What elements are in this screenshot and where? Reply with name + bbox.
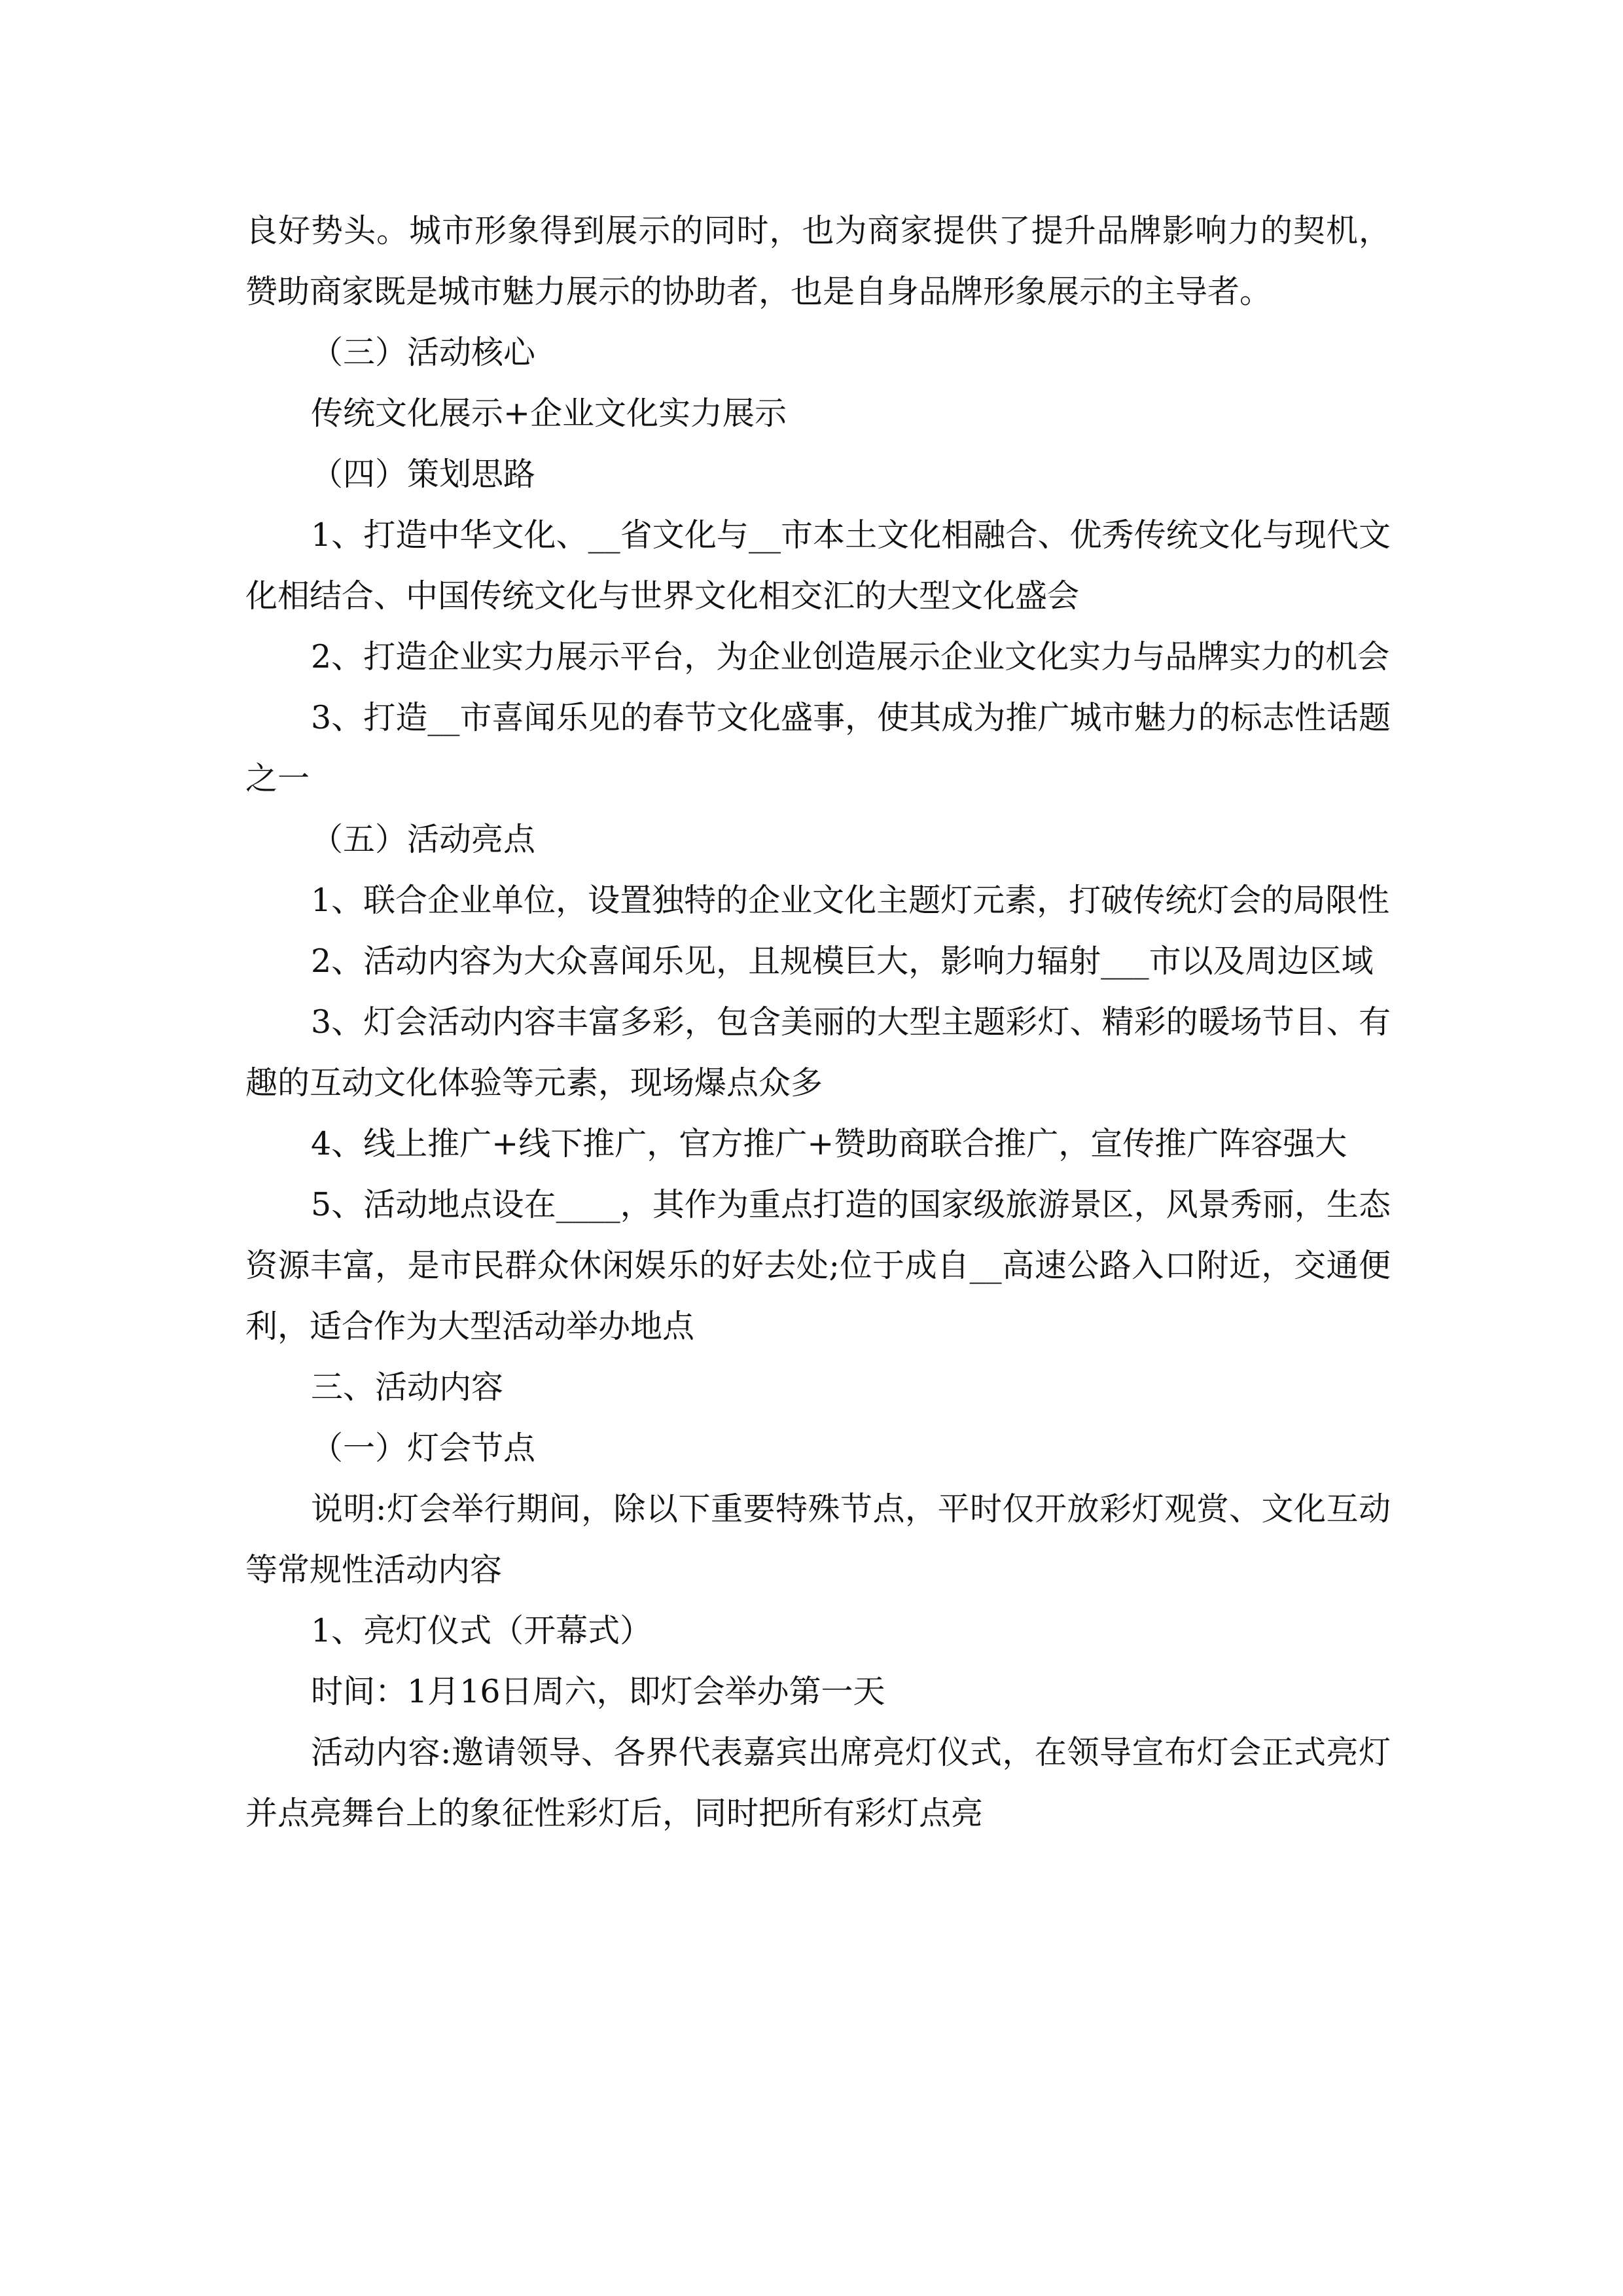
section-heading-highlights: （五）活动亮点 [311,821,536,858]
list-item-highlight-2: 2、活动内容为大众喜闻乐见，且规模巨大，影响力辐射___市以及周边区域 [311,942,1374,980]
section-heading-activity-content: 三、活动内容 [311,1369,504,1406]
list-item-highlight-4: 4、线上推广+线下推广，官方推广+赞助商联合推广，宣传推广阵容强大 [311,1125,1347,1162]
list-item-highlight-3: 3、灯会活动内容丰富多彩，包含美丽的大型主题彩灯、精彩的暖场节目、有趣的互动文化体验等元素，现场爆点众多 [245,1003,1391,1102]
list-item-planning-3: 3、打造__市喜闻乐见的春节文化盛事，使其成为推广城市魅力的标志性话题之一 [245,699,1391,797]
paragraph-note: 说明:灯会举行期间，除以下重要特殊节点，平时仅开放彩灯观赏、文化互动等常规性活动内容 [245,1490,1391,1588]
section-heading-lantern-milestones: （一）灯会节点 [311,1429,536,1467]
list-item-highlight-1: 1、联合企业单位，设置独特的企业文化主题灯元素，打破传统灯会的局限性 [311,882,1390,919]
document-body [245,200,1391,1844]
list-item-highlight-5: 5、活动地点设在____，其作为重点打造的国家级旅游景区，风景秀丽，生态资源丰富，是市民群众休闲娱乐的好去处;位于成自__高速公路入口附近，交通便利，适合作为大型活动举办地点 [245,1186,1391,1345]
paragraph-activity-details: 活动内容:邀请领导、各界代表嘉宾出席亮灯仪式，在领导宣布灯会正式亮灯并点亮舞台上的象征性彩灯后，同时把所有彩灯点亮 [245,1734,1391,1832]
paragraph-time: 时间：1月16日周六，即灯会举办第一天 [311,1673,885,1710]
subheading-lighting-ceremony: 1、亮灯仪式（开幕式） [311,1612,652,1649]
section-heading-activity-core: （三）活动核心 [311,334,536,371]
paragraph-continuation: 良好势头。城市形象得到展示的同时，也为商家提供了提升品牌影响力的契机，赞助商家既是城市魅力展示的协助者，也是自身品牌形象展示的主导者。 [245,212,1391,310]
list-item-planning-1: 1、打造中华文化、__省文化与__市本土文化相融合、优秀传统文化与现代文化相结合、中国传统文化与世界文化相交汇的大型文化盛会 [245,516,1391,615]
section-heading-planning-ideas: （四）策划思路 [311,456,536,493]
list-item-planning-2: 2、打造企业实力展示平台，为企业创造展示企业文化实力与品牌实力的机会 [311,638,1390,675]
paragraph-core-statement: 传统文化展示+企业文化实力展示 [311,395,787,432]
